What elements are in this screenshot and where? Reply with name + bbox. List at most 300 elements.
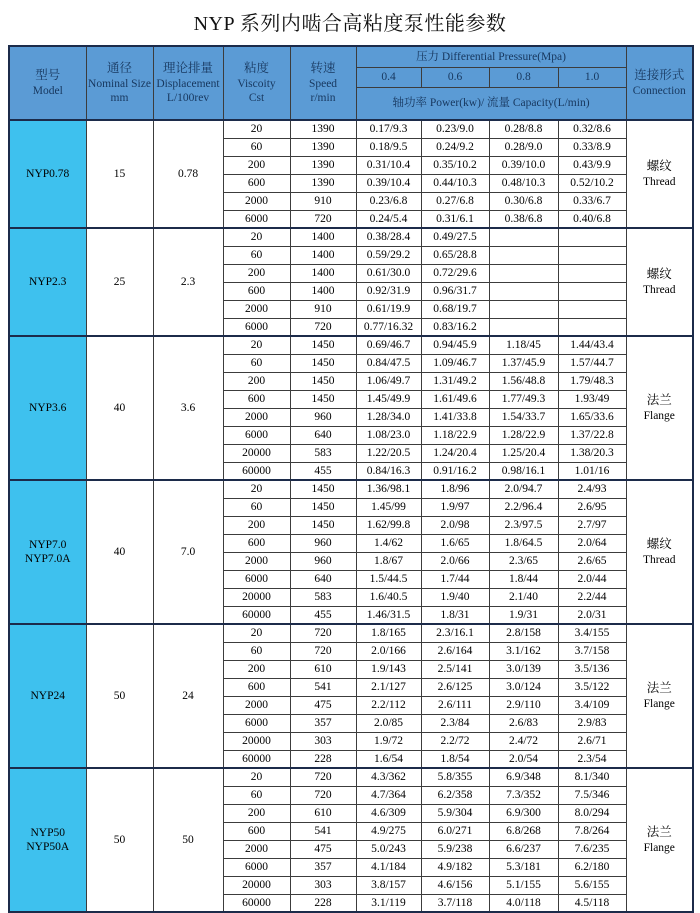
power-capacity-cell-0.8: 0.98/16.1 <box>489 462 558 480</box>
power-capacity-cell-0.8: 5.3/181 <box>489 858 558 876</box>
model-cell <box>9 228 86 336</box>
power-capacity-cell-0.4: 0.31/10.4 <box>356 156 421 174</box>
power-capacity-cell-1.0 <box>558 246 626 264</box>
power-capacity-cell-1.0: 8.1/340 <box>558 768 626 786</box>
power-capacity-cell-0.8: 2.1/40 <box>489 588 558 606</box>
header-displacement <box>153 46 223 120</box>
power-capacity-cell-0.8: 1.8/44 <box>489 570 558 588</box>
power-capacity-cell-1.0: 0.33/8.9 <box>558 138 626 156</box>
viscosity-cell: 600 <box>223 822 290 840</box>
power-capacity-cell-0.4: 0.18/9.5 <box>356 138 421 156</box>
power-capacity-cell-0.6: 0.27/6.8 <box>421 192 489 210</box>
speed-cell: 228 <box>290 750 356 768</box>
power-capacity-cell-1.0: 1.38/20.3 <box>558 444 626 462</box>
power-capacity-cell-0.4: 2.2/112 <box>356 696 421 714</box>
power-capacity-cell-0.4: 3.1/119 <box>356 894 421 912</box>
power-capacity-cell-0.4: 1.9/143 <box>356 660 421 678</box>
power-capacity-cell-0.4: 0.84/16.3 <box>356 462 421 480</box>
speed-cell: 583 <box>290 444 356 462</box>
power-capacity-cell-0.4: 4.1/184 <box>356 858 421 876</box>
connection-cell <box>626 228 693 336</box>
power-capacity-cell-1.0 <box>558 282 626 300</box>
header-connection-zh: 连接形式 <box>634 68 685 83</box>
power-capacity-cell-0.4: 1.06/49.7 <box>356 372 421 390</box>
power-capacity-cell-0.6: 5.8/355 <box>421 768 489 786</box>
power-capacity-cell-0.8: 2.4/72 <box>489 732 558 750</box>
header-nominal-size <box>86 46 153 120</box>
displacement-cell: 7.0 <box>153 480 223 624</box>
power-capacity-cell-0.6: 2.6/125 <box>421 678 489 696</box>
power-capacity-cell-0.6: 6.2/358 <box>421 786 489 804</box>
viscosity-cell: 6000 <box>223 714 290 732</box>
power-capacity-cell-1.0: 1.93/49 <box>558 390 626 408</box>
speed-cell: 640 <box>290 426 356 444</box>
viscosity-cell: 60 <box>223 246 290 264</box>
displacement-cell: 50 <box>153 768 223 912</box>
viscosity-cell: 6000 <box>223 858 290 876</box>
model-name: NYP2.3 <box>29 275 67 288</box>
header-displacement-en: Displacement <box>156 77 220 90</box>
power-capacity-cell-0.6: 4.9/182 <box>421 858 489 876</box>
power-capacity-cell-0.8: 1.9/31 <box>489 606 558 624</box>
speed-cell: 1450 <box>290 390 356 408</box>
power-capacity-cell-0.6: 1.41/33.8 <box>421 408 489 426</box>
power-capacity-cell-0.8: 6.9/300 <box>489 804 558 822</box>
viscosity-cell: 60 <box>223 354 290 372</box>
connection-cell <box>626 480 693 624</box>
power-capacity-cell-0.6: 1.61/49.6 <box>421 390 489 408</box>
power-capacity-cell-0.6: 0.24/9.2 <box>421 138 489 156</box>
page-title: NYP 系列内啮合高粘度泵性能参数 <box>193 13 507 35</box>
power-capacity-cell-1.0: 8.0/294 <box>558 804 626 822</box>
power-capacity-cell-1.0: 2.7/97 <box>558 516 626 534</box>
table-row <box>9 228 693 246</box>
header-pressure-0.6: 0.6 <box>421 67 489 87</box>
power-capacity-cell-0.8: 6.8/268 <box>489 822 558 840</box>
header-power-capacity: 轴功率 Power(kw)/ 流量 Capacity(L/min) <box>356 87 626 120</box>
power-capacity-cell-1.0: 3.5/122 <box>558 678 626 696</box>
power-capacity-cell-0.8: 0.48/10.3 <box>489 174 558 192</box>
power-capacity-cell-0.8: 5.1/155 <box>489 876 558 894</box>
connection-en: Thread <box>642 553 676 566</box>
power-capacity-cell-0.4: 0.17/9.3 <box>356 120 421 138</box>
power-capacity-cell-0.4: 2.0/166 <box>356 642 421 660</box>
viscosity-cell: 2000 <box>223 552 290 570</box>
power-capacity-cell-0.6: 6.0/271 <box>421 822 489 840</box>
speed-cell: 1390 <box>290 120 356 138</box>
viscosity-cell: 60 <box>223 138 290 156</box>
power-capacity-cell-0.8: 4.0/118 <box>489 894 558 912</box>
power-capacity-cell-1.0: 3.4/109 <box>558 696 626 714</box>
power-capacity-cell-0.8: 1.18/45 <box>489 336 558 354</box>
viscosity-cell: 60 <box>223 498 290 516</box>
power-capacity-cell-0.4: 1.6/54 <box>356 750 421 768</box>
header-pressure: 压力 Differential Pressure(Mpa) <box>356 46 626 67</box>
power-capacity-cell-1.0: 2.0/31 <box>558 606 626 624</box>
viscosity-cell: 20000 <box>223 588 290 606</box>
model-cell <box>9 120 86 228</box>
power-capacity-cell-0.4: 0.38/28.4 <box>356 228 421 246</box>
power-capacity-cell-1.0 <box>558 300 626 318</box>
viscosity-cell: 20 <box>223 768 290 786</box>
speed-cell: 640 <box>290 570 356 588</box>
header-speed <box>290 46 356 120</box>
viscosity-cell: 200 <box>223 372 290 390</box>
pump-performance-table <box>8 45 694 913</box>
nominal-size-cell: 40 <box>86 480 153 624</box>
model-name: NYP24 <box>30 689 65 702</box>
nominal-size-cell: 40 <box>86 336 153 480</box>
viscosity-cell: 20 <box>223 480 290 498</box>
viscosity-cell: 20000 <box>223 444 290 462</box>
header-model-zh: 型号 <box>35 68 61 83</box>
speed-cell: 1450 <box>290 372 356 390</box>
model-name: NYP50 <box>30 826 65 839</box>
power-capacity-cell-0.8: 1.77/49.3 <box>489 390 558 408</box>
viscosity-cell: 6000 <box>223 426 290 444</box>
speed-cell: 960 <box>290 408 356 426</box>
table-row <box>9 624 693 642</box>
header-model-en: Model <box>32 84 63 97</box>
power-capacity-cell-0.6: 2.6/164 <box>421 642 489 660</box>
speed-cell: 960 <box>290 552 356 570</box>
viscosity-cell: 20 <box>223 120 290 138</box>
speed-cell: 1450 <box>290 336 356 354</box>
speed-cell: 303 <box>290 876 356 894</box>
power-capacity-cell-1.0: 1.44/43.4 <box>558 336 626 354</box>
speed-cell: 720 <box>290 318 356 336</box>
connection-cell <box>626 120 693 228</box>
table-row <box>9 480 693 498</box>
speed-cell: 475 <box>290 696 356 714</box>
power-capacity-cell-0.6: 2.5/141 <box>421 660 489 678</box>
power-capacity-cell-1.0: 6.2/180 <box>558 858 626 876</box>
viscosity-cell: 60000 <box>223 606 290 624</box>
viscosity-cell: 2000 <box>223 840 290 858</box>
table-body <box>9 120 693 912</box>
connection-en: Flange <box>643 697 675 710</box>
power-capacity-cell-1.0: 0.43/9.9 <box>558 156 626 174</box>
power-capacity-cell-0.4: 3.8/157 <box>356 876 421 894</box>
connection-zh: 法兰 <box>646 825 672 840</box>
power-capacity-cell-0.4: 0.84/47.5 <box>356 354 421 372</box>
power-capacity-cell-0.4: 4.3/362 <box>356 768 421 786</box>
connection-zh: 螺纹 <box>646 159 672 174</box>
speed-cell: 1450 <box>290 480 356 498</box>
power-capacity-cell-0.8: 3.0/124 <box>489 678 558 696</box>
connection-cell <box>626 768 693 912</box>
model-name: NYP7.0 <box>29 538 67 551</box>
power-capacity-cell-0.4: 1.5/44.5 <box>356 570 421 588</box>
speed-cell: 1450 <box>290 354 356 372</box>
speed-cell: 541 <box>290 678 356 696</box>
power-capacity-cell-0.8: 3.0/139 <box>489 660 558 678</box>
speed-cell: 455 <box>290 462 356 480</box>
header-pressure-1.0: 1.0 <box>558 67 626 87</box>
model-name: NYP3.6 <box>29 401 67 414</box>
power-capacity-cell-0.8: 2.3/65 <box>489 552 558 570</box>
power-capacity-cell-0.6: 0.68/19.7 <box>421 300 489 318</box>
power-capacity-cell-1.0: 0.40/6.8 <box>558 210 626 228</box>
header-displacement-unit: L/100rev <box>166 91 210 104</box>
viscosity-cell: 200 <box>223 156 290 174</box>
viscosity-cell: 2000 <box>223 696 290 714</box>
power-capacity-cell-0.8: 1.28/22.9 <box>489 426 558 444</box>
power-capacity-cell-1.0: 1.37/22.8 <box>558 426 626 444</box>
power-capacity-cell-0.6: 1.09/46.7 <box>421 354 489 372</box>
power-capacity-cell-0.4: 1.8/67 <box>356 552 421 570</box>
power-capacity-cell-0.4: 0.61/19.9 <box>356 300 421 318</box>
power-capacity-cell-0.4: 0.23/6.8 <box>356 192 421 210</box>
viscosity-cell: 600 <box>223 390 290 408</box>
viscosity-cell: 20 <box>223 336 290 354</box>
power-capacity-cell-0.4: 1.6/40.5 <box>356 588 421 606</box>
table-row <box>9 336 693 354</box>
connection-zh: 法兰 <box>646 681 672 696</box>
power-capacity-cell-1.0: 3.4/155 <box>558 624 626 642</box>
power-capacity-cell-0.4: 0.77/16.32 <box>356 318 421 336</box>
power-capacity-cell-1.0: 7.8/264 <box>558 822 626 840</box>
header-speed-zh: 转速 <box>310 61 336 76</box>
speed-cell: 720 <box>290 768 356 786</box>
power-capacity-cell-0.4: 1.8/165 <box>356 624 421 642</box>
power-capacity-cell-0.8 <box>489 246 558 264</box>
connection-en: Flange <box>643 409 675 422</box>
viscosity-cell: 60000 <box>223 894 290 912</box>
power-capacity-cell-0.8 <box>489 300 558 318</box>
speed-cell: 1400 <box>290 282 356 300</box>
power-capacity-cell-1.0: 0.33/6.7 <box>558 192 626 210</box>
connection-cell <box>626 624 693 768</box>
power-capacity-cell-0.8: 1.8/64.5 <box>489 534 558 552</box>
header-viscosity-en: Viscoity <box>237 77 276 90</box>
power-capacity-cell-0.6: 1.18/22.9 <box>421 426 489 444</box>
viscosity-cell: 6000 <box>223 318 290 336</box>
power-capacity-cell-1.0: 1.57/44.7 <box>558 354 626 372</box>
header-model <box>9 46 86 120</box>
model-cell <box>9 480 86 624</box>
power-capacity-cell-1.0: 5.6/155 <box>558 876 626 894</box>
speed-cell: 541 <box>290 822 356 840</box>
power-capacity-cell-0.6: 2.3/16.1 <box>421 624 489 642</box>
table-row <box>9 120 693 138</box>
power-capacity-cell-0.6: 1.9/40 <box>421 588 489 606</box>
power-capacity-cell-0.8: 0.39/10.0 <box>489 156 558 174</box>
speed-cell: 475 <box>290 840 356 858</box>
viscosity-cell: 200 <box>223 264 290 282</box>
power-capacity-cell-0.6: 0.31/6.1 <box>421 210 489 228</box>
power-capacity-cell-0.4: 1.45/99 <box>356 498 421 516</box>
power-capacity-cell-0.6: 1.6/65 <box>421 534 489 552</box>
power-capacity-cell-0.8: 7.3/352 <box>489 786 558 804</box>
power-capacity-cell-1.0: 4.5/118 <box>558 894 626 912</box>
power-capacity-cell-0.6: 2.6/111 <box>421 696 489 714</box>
header-nominal-unit: mm <box>110 91 129 104</box>
power-capacity-cell-0.8: 2.8/158 <box>489 624 558 642</box>
speed-cell: 720 <box>290 786 356 804</box>
power-capacity-cell-0.4: 0.92/31.9 <box>356 282 421 300</box>
connection-zh: 法兰 <box>646 393 672 408</box>
power-capacity-cell-0.8: 0.38/6.8 <box>489 210 558 228</box>
power-capacity-cell-0.4: 0.24/5.4 <box>356 210 421 228</box>
model-name: NYP50A <box>26 841 70 853</box>
nominal-size-cell: 25 <box>86 228 153 336</box>
connection-en: Thread <box>642 283 676 296</box>
power-capacity-cell-1.0: 2.0/44 <box>558 570 626 588</box>
header-pressure-0.8: 0.8 <box>489 67 558 87</box>
power-capacity-cell-0.4: 0.59/29.2 <box>356 246 421 264</box>
power-capacity-cell-0.4: 4.9/275 <box>356 822 421 840</box>
viscosity-cell: 20000 <box>223 876 290 894</box>
power-capacity-cell-1.0: 3.7/158 <box>558 642 626 660</box>
connection-zh: 螺纹 <box>646 267 672 282</box>
power-capacity-cell-0.4: 1.62/99.8 <box>356 516 421 534</box>
power-capacity-cell-0.6: 0.91/16.2 <box>421 462 489 480</box>
power-capacity-cell-0.8: 1.54/33.7 <box>489 408 558 426</box>
power-capacity-cell-0.6: 0.44/10.3 <box>421 174 489 192</box>
power-capacity-cell-0.8: 0.28/9.0 <box>489 138 558 156</box>
speed-cell: 910 <box>290 192 356 210</box>
power-capacity-cell-1.0: 2.6/95 <box>558 498 626 516</box>
viscosity-cell: 60 <box>223 642 290 660</box>
displacement-cell: 2.3 <box>153 228 223 336</box>
header-connection-en: Connection <box>632 84 686 97</box>
speed-cell: 1390 <box>290 174 356 192</box>
viscosity-cell: 200 <box>223 516 290 534</box>
speed-cell: 960 <box>290 534 356 552</box>
power-capacity-cell-0.4: 0.69/46.7 <box>356 336 421 354</box>
viscosity-cell: 60000 <box>223 750 290 768</box>
viscosity-cell: 200 <box>223 804 290 822</box>
connection-zh: 螺纹 <box>646 537 672 552</box>
connection-en: Flange <box>643 841 675 854</box>
power-capacity-cell-0.6: 1.24/20.4 <box>421 444 489 462</box>
power-capacity-cell-1.0: 0.32/8.6 <box>558 120 626 138</box>
power-capacity-cell-0.8: 6.9/348 <box>489 768 558 786</box>
viscosity-cell: 2000 <box>223 300 290 318</box>
power-capacity-cell-0.6: 1.8/96 <box>421 480 489 498</box>
speed-cell: 1400 <box>290 228 356 246</box>
power-capacity-cell-0.6: 3.7/118 <box>421 894 489 912</box>
viscosity-cell: 20 <box>223 624 290 642</box>
viscosity-cell: 60000 <box>223 462 290 480</box>
power-capacity-cell-0.4: 4.7/364 <box>356 786 421 804</box>
power-capacity-cell-0.8 <box>489 264 558 282</box>
power-capacity-cell-0.4: 1.22/20.5 <box>356 444 421 462</box>
speed-cell: 455 <box>290 606 356 624</box>
header-speed-en: Speed <box>308 77 338 90</box>
power-capacity-cell-1.0: 2.0/64 <box>558 534 626 552</box>
power-capacity-cell-0.6: 0.23/9.0 <box>421 120 489 138</box>
power-capacity-cell-0.6: 2.3/84 <box>421 714 489 732</box>
power-capacity-cell-0.6: 1.9/97 <box>421 498 489 516</box>
power-capacity-cell-0.8: 2.0/54 <box>489 750 558 768</box>
power-capacity-cell-0.8: 6.6/237 <box>489 840 558 858</box>
displacement-cell: 3.6 <box>153 336 223 480</box>
speed-cell: 1400 <box>290 264 356 282</box>
power-capacity-cell-0.6: 0.65/28.8 <box>421 246 489 264</box>
header-speed-unit: r/min <box>310 91 336 104</box>
power-capacity-cell-0.6: 1.8/31 <box>421 606 489 624</box>
header-nominal-en: Nominal Size <box>88 77 151 90</box>
power-capacity-cell-1.0: 2.9/83 <box>558 714 626 732</box>
speed-cell: 357 <box>290 714 356 732</box>
speed-cell: 720 <box>290 210 356 228</box>
power-capacity-cell-1.0: 2.2/44 <box>558 588 626 606</box>
viscosity-cell: 20 <box>223 228 290 246</box>
power-capacity-cell-0.8 <box>489 318 558 336</box>
header-viscosity <box>223 46 290 120</box>
power-capacity-cell-0.8: 2.9/110 <box>489 696 558 714</box>
viscosity-cell: 6000 <box>223 210 290 228</box>
power-capacity-cell-0.8: 1.25/20.4 <box>489 444 558 462</box>
power-capacity-cell-1.0: 2.6/71 <box>558 732 626 750</box>
power-capacity-cell-1.0: 1.79/48.3 <box>558 372 626 390</box>
power-capacity-cell-0.4: 1.46/31.5 <box>356 606 421 624</box>
power-capacity-cell-0.8: 2.3/97.5 <box>489 516 558 534</box>
power-capacity-cell-0.4: 1.9/72 <box>356 732 421 750</box>
viscosity-cell: 2000 <box>223 408 290 426</box>
viscosity-cell: 60 <box>223 786 290 804</box>
nominal-size-cell: 50 <box>86 768 153 912</box>
power-capacity-cell-0.4: 2.0/85 <box>356 714 421 732</box>
table-header <box>9 46 693 120</box>
viscosity-cell: 600 <box>223 282 290 300</box>
displacement-cell: 0.78 <box>153 120 223 228</box>
power-capacity-cell-1.0: 2.3/54 <box>558 750 626 768</box>
speed-cell: 610 <box>290 804 356 822</box>
power-capacity-cell-0.6: 1.7/44 <box>421 570 489 588</box>
power-capacity-cell-0.4: 1.4/62 <box>356 534 421 552</box>
power-capacity-cell-1.0 <box>558 264 626 282</box>
power-capacity-cell-0.8 <box>489 282 558 300</box>
power-capacity-cell-1.0: 2.4/93 <box>558 480 626 498</box>
power-capacity-cell-1.0 <box>558 228 626 246</box>
power-capacity-cell-0.8: 2.2/96.4 <box>489 498 558 516</box>
power-capacity-cell-0.8: 2.6/83 <box>489 714 558 732</box>
speed-cell: 910 <box>290 300 356 318</box>
power-capacity-cell-0.6: 5.9/304 <box>421 804 489 822</box>
header-displacement-zh: 理论排量 <box>162 61 213 76</box>
speed-cell: 1390 <box>290 138 356 156</box>
header-nominal-zh: 通径 <box>106 61 132 76</box>
connection-en: Thread <box>642 175 676 188</box>
speed-cell: 1450 <box>290 516 356 534</box>
power-capacity-cell-1.0: 1.65/33.6 <box>558 408 626 426</box>
viscosity-cell: 200 <box>223 660 290 678</box>
speed-cell: 357 <box>290 858 356 876</box>
model-cell <box>9 336 86 480</box>
header-viscosity-zh: 粘度 <box>243 61 269 76</box>
power-capacity-cell-0.6: 5.9/238 <box>421 840 489 858</box>
power-capacity-cell-0.4: 1.45/49.9 <box>356 390 421 408</box>
speed-cell: 720 <box>290 642 356 660</box>
power-capacity-cell-0.4: 0.39/10.4 <box>356 174 421 192</box>
power-capacity-cell-1.0: 1.01/16 <box>558 462 626 480</box>
power-capacity-cell-0.8: 3.1/162 <box>489 642 558 660</box>
power-capacity-cell-1.0: 2.6/65 <box>558 552 626 570</box>
power-capacity-cell-0.6: 2.0/98 <box>421 516 489 534</box>
power-capacity-cell-0.4: 5.0/243 <box>356 840 421 858</box>
power-capacity-cell-0.4: 2.1/127 <box>356 678 421 696</box>
power-capacity-cell-0.6: 4.6/156 <box>421 876 489 894</box>
speed-cell: 1450 <box>290 498 356 516</box>
power-capacity-cell-0.8: 0.30/6.8 <box>489 192 558 210</box>
speed-cell: 228 <box>290 894 356 912</box>
power-capacity-cell-0.6: 1.8/54 <box>421 750 489 768</box>
viscosity-cell: 6000 <box>223 570 290 588</box>
power-capacity-cell-1.0: 3.5/136 <box>558 660 626 678</box>
